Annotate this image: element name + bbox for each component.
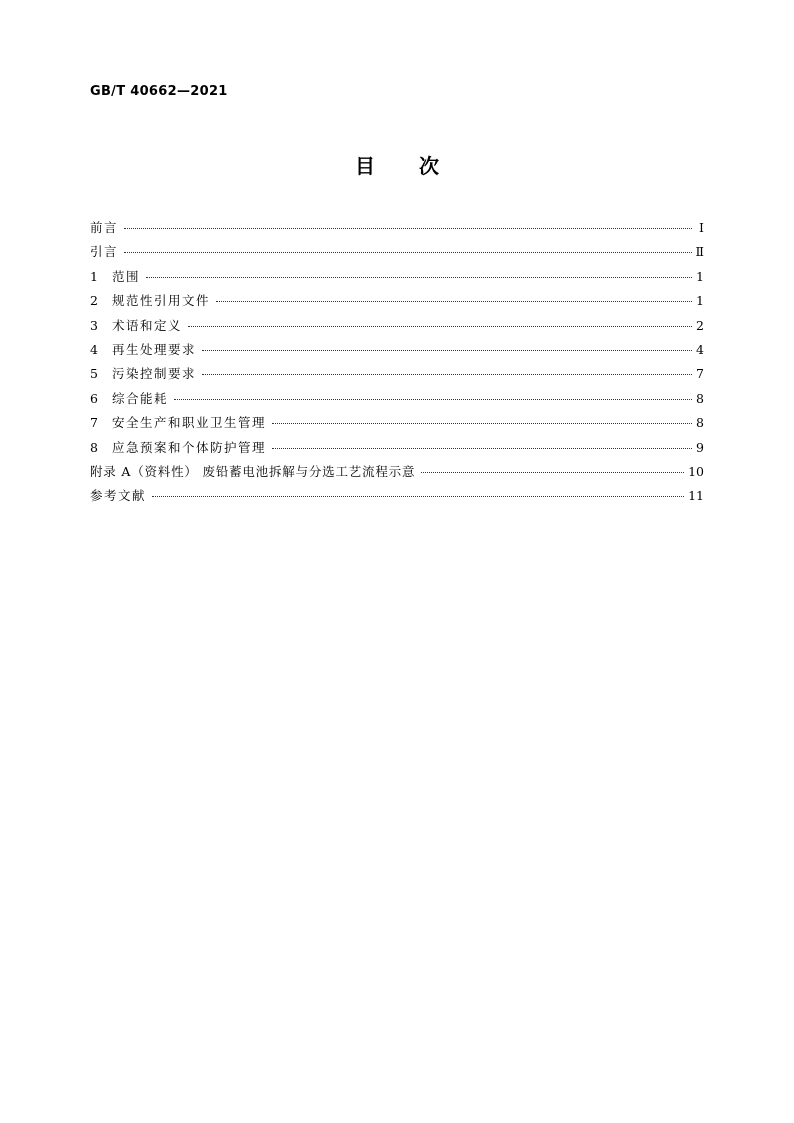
toc-item-number: 5 [90, 366, 98, 382]
toc-item-label: 术语和定义 [112, 317, 183, 333]
toc-item-appendix-a[interactable] [90, 460, 704, 484]
toc-item-label: 安全生产和职业卫生管理 [112, 415, 267, 431]
toc-item-page: 11 [688, 488, 704, 504]
page-title: 目次 [355, 154, 483, 178]
toc-item-energy-consumption[interactable] [90, 387, 704, 411]
toc-item-page: 2 [696, 317, 704, 333]
toc-item-emergency-protection[interactable] [90, 436, 704, 460]
toc-item-label: 参考文献 [90, 488, 147, 504]
toc-item-number: 4 [90, 341, 98, 357]
toc-item-bibliography[interactable] [90, 484, 704, 508]
toc-item-number: 2 [90, 293, 98, 309]
dot-leader [421, 472, 684, 473]
dot-leader [124, 252, 691, 253]
toc-item-page: 10 [688, 463, 704, 479]
toc-item-label: 附录 A（资料性） 废铅蓄电池拆解与分选工艺流程示意 [90, 463, 416, 479]
toc-item-normative-references[interactable] [90, 289, 704, 313]
toc-item-label: 规范性引用文件 [112, 293, 211, 309]
toc-item-label: 综合能耗 [112, 390, 169, 406]
toc-item-page: 9 [696, 439, 704, 455]
toc-item-label: 引言 [90, 244, 119, 260]
toc-item-page: 1 [696, 293, 704, 309]
dot-leader [174, 399, 692, 400]
toc-item-number: 3 [90, 317, 98, 333]
toc-item-label: 再生处理要求 [112, 341, 197, 357]
toc-item-label: 前言 [90, 220, 119, 235]
dot-leader [202, 374, 692, 375]
toc-item-pollution-control[interactable] [90, 362, 704, 386]
dot-leader [202, 350, 692, 351]
dot-leader [146, 277, 692, 278]
toc-item-number: 7 [90, 415, 98, 431]
toc-item-number: 8 [90, 439, 98, 455]
toc-item-page: 8 [696, 415, 704, 431]
standard-code: GB/T 40662—2021 [90, 84, 228, 99]
toc-item-foreword[interactable] [90, 216, 704, 240]
toc-item-page: Ⅰ [699, 220, 704, 235]
toc-item-number: 6 [90, 390, 98, 406]
table-of-contents [90, 216, 704, 509]
toc-item-page: Ⅱ [695, 244, 704, 260]
toc-item-page: 7 [696, 366, 704, 382]
toc-item-terms-definitions[interactable] [90, 314, 704, 338]
dot-leader [216, 301, 692, 302]
toc-item-page: 1 [696, 268, 704, 284]
dot-leader [152, 496, 684, 497]
toc-item-page: 8 [696, 390, 704, 406]
dot-leader [272, 423, 692, 424]
toc-item-recycling-requirements[interactable] [90, 338, 704, 362]
toc-item-introduction[interactable] [90, 240, 704, 264]
toc-item-label: 范围 [112, 268, 141, 284]
toc-item-label: 污染控制要求 [112, 366, 197, 382]
dot-leader [188, 326, 692, 327]
toc-item-number: 1 [90, 268, 98, 284]
toc-item-scope[interactable] [90, 265, 704, 289]
dot-leader [124, 228, 692, 229]
toc-item-label: 应急预案和个体防护管理 [112, 439, 267, 455]
dot-leader [272, 448, 692, 449]
toc-item-safety-health[interactable] [90, 411, 704, 435]
toc-item-page: 4 [696, 341, 704, 357]
